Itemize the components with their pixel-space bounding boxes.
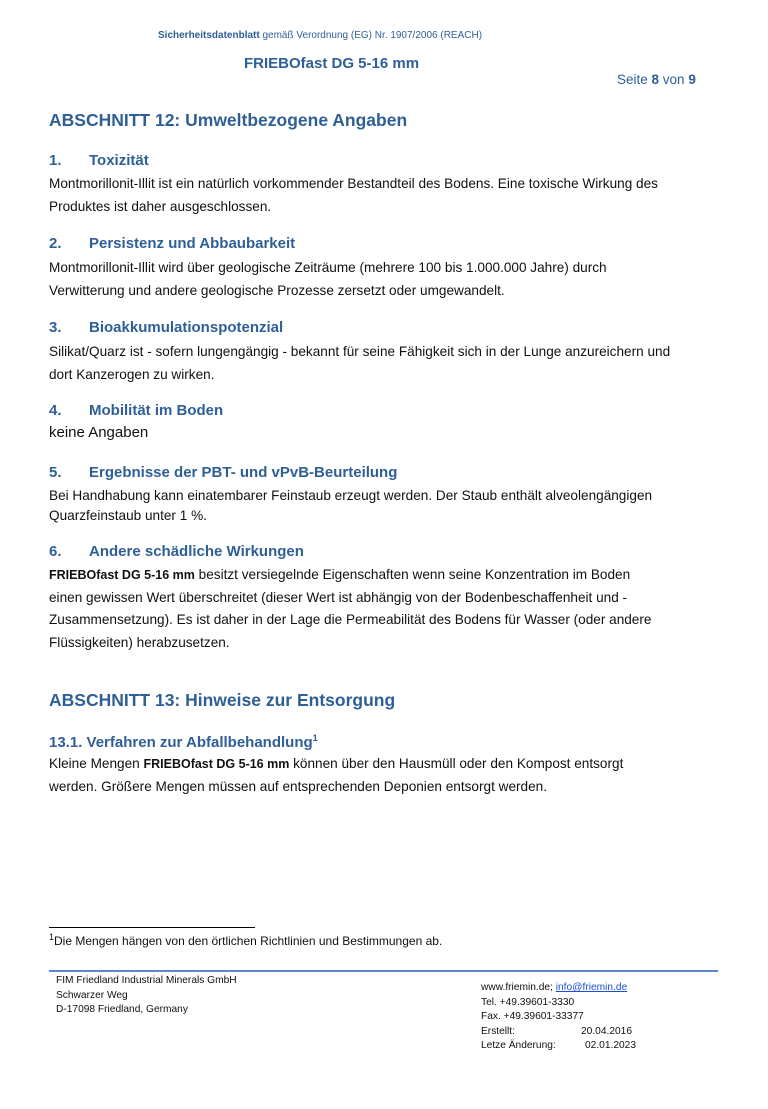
subsection-heading: [49, 734, 318, 751]
product-name-header: FRIEBOfast DG 5-16 mm: [244, 55, 420, 72]
document-type-regulation: gemäß Verordnung (EG) Nr. 1907/2006 (REACH): [259, 30, 483, 41]
subsection-title: Ergebnisse der PBT- und vPvB-Beurteilung: [89, 464, 398, 481]
company-street: Schwarzer Weg: [56, 989, 128, 1001]
product-name-inline: FRIEBOfast DG 5-16 mm: [49, 568, 195, 582]
subsection-title: Andere schädliche Wirkungen: [89, 543, 304, 560]
page-number: [617, 72, 696, 87]
text-line: Montmorillonit-Illit ist ein natürlich vorkommender Bestandteil des Bodens. Eine toxische Wirkung des: [49, 176, 658, 191]
text-line: Zusammensetzung). Es ist daher in der Lage die Permeabilität des Bodens für Wasser (oder andere: [49, 612, 652, 627]
subsection-text: [49, 173, 709, 218]
subsection-number: 6.: [49, 543, 62, 560]
subsection-number: 5.: [49, 464, 62, 481]
footer-address: [56, 974, 237, 1018]
subsection-heading: [49, 464, 397, 481]
subsection-title: Persistenz und Abbaubarkeit: [89, 235, 296, 252]
subsection-text: keine Angaben: [49, 424, 149, 441]
subsection-text: [49, 341, 709, 386]
subsection-number: 3.: [49, 319, 62, 336]
subsection-heading: [49, 152, 149, 169]
web-email-line: [481, 981, 636, 996]
text-fragment: können über den Hausmüll oder den Kompost entsorgt: [289, 756, 624, 771]
subsection-number: 1.: [49, 152, 62, 169]
text-line: [49, 564, 709, 587]
website-text: www.friemin.de;: [481, 982, 556, 993]
created-date-row: [481, 1025, 636, 1040]
email-link[interactable]: info@friemin.de: [555, 982, 628, 993]
created-label: Erstellt:: [481, 1025, 515, 1037]
text-fragment: Kleine Mengen: [49, 756, 144, 771]
text-line: Quarzfeinstaub unter 1 %.: [49, 508, 207, 523]
changed-label: Letze Änderung:: [481, 1040, 556, 1051]
subsection-heading: [49, 319, 283, 336]
footnote: [49, 934, 442, 948]
subsection-title: Toxizität: [89, 152, 149, 169]
product-name-inline: FRIEBOfast DG 5-16 mm: [143, 757, 290, 771]
text-line: Silikat/Quarz ist - sofern lungengängig - bekannt für seine Fähigkeit sich in der Lunge anzureichern und: [49, 344, 671, 359]
subsection-heading: [49, 235, 295, 252]
subsection-number: 4.: [49, 402, 62, 419]
phone-number: Tel. +49.39601-3330: [481, 996, 575, 1008]
subsection-text: [49, 564, 709, 654]
document-type-line: [158, 30, 482, 41]
fax-number: Fax. +49.39601-33377: [481, 1011, 584, 1022]
text-line: Bei Handhabung kann einatembarer Feinstaub erzeugt werden. Der Staub enthält alveolengängigen: [49, 488, 653, 503]
footnote-separator: [49, 927, 255, 928]
footnote-marker: 1: [49, 932, 55, 942]
changed-date: 02.01.2023: [585, 1040, 636, 1051]
footer-contact: [481, 981, 636, 1054]
text-line: einen gewissen Wert überschreitet (dieser Wert ist abhängig von der Bodenbeschaffenheit und -: [49, 589, 628, 605]
subsection-text: [49, 486, 709, 526]
subsection-title: 13.1. Verfahren zur Abfallbehandlung: [49, 734, 313, 751]
changed-date-row: [481, 1039, 636, 1054]
subsection-text: [49, 257, 709, 302]
company-city: D-17098 Friedland, Germany: [56, 1004, 188, 1015]
footnote-marker: 1: [312, 733, 318, 743]
text-line: dort Kanzerogen zu wirken.: [49, 366, 215, 382]
text-fragment: besitzt versiegelnde Eigenschaften wenn seine Konzentration im Boden: [194, 567, 631, 582]
subsection-number: 2.: [49, 235, 62, 252]
subsection-heading: [49, 402, 223, 419]
section-12-title: ABSCHNITT 12: Umweltbezogene Angaben: [49, 110, 408, 130]
page-total: 9: [688, 72, 696, 87]
footer-divider: [49, 970, 718, 972]
page-current: 8: [651, 72, 660, 87]
page-prefix: Seite: [617, 72, 652, 87]
created-date: 20.04.2016: [581, 1025, 632, 1037]
text-line: Produktes ist daher ausgeschlossen.: [49, 198, 272, 214]
subsection-title: Bioakkumulationspotenzial: [89, 319, 284, 336]
text-line: werden. Größere Mengen müssen auf entsprechenden Deponien entsorgt werden.: [49, 778, 547, 794]
section-13-title: ABSCHNITT 13: Hinweise zur Entsorgung: [49, 690, 396, 710]
page-mid: von: [659, 72, 689, 87]
subsection-heading: [49, 543, 304, 560]
subsection-title: Mobilität im Boden: [89, 402, 224, 419]
text-line: [49, 753, 709, 776]
subsection-text: [49, 753, 709, 798]
text-line: Verwitterung und andere geologische Prozesse zersetzt oder umgewandelt.: [49, 282, 505, 298]
company-name: FIM Friedland Industrial Minerals GmbH: [56, 975, 237, 986]
document-type-bold: Sicherheitsdatenblatt: [158, 30, 260, 41]
footnote-text: Die Mengen hängen von den örtlichen Richtlinien und Bestimmungen ab.: [54, 934, 443, 948]
text-line: Montmorillonit-Illit wird über geologische Zeiträume (mehrere 100 bis 1.000.000 Jahre) durch: [49, 260, 607, 275]
text-line: Flüssigkeiten) herabzusetzen.: [49, 634, 230, 650]
